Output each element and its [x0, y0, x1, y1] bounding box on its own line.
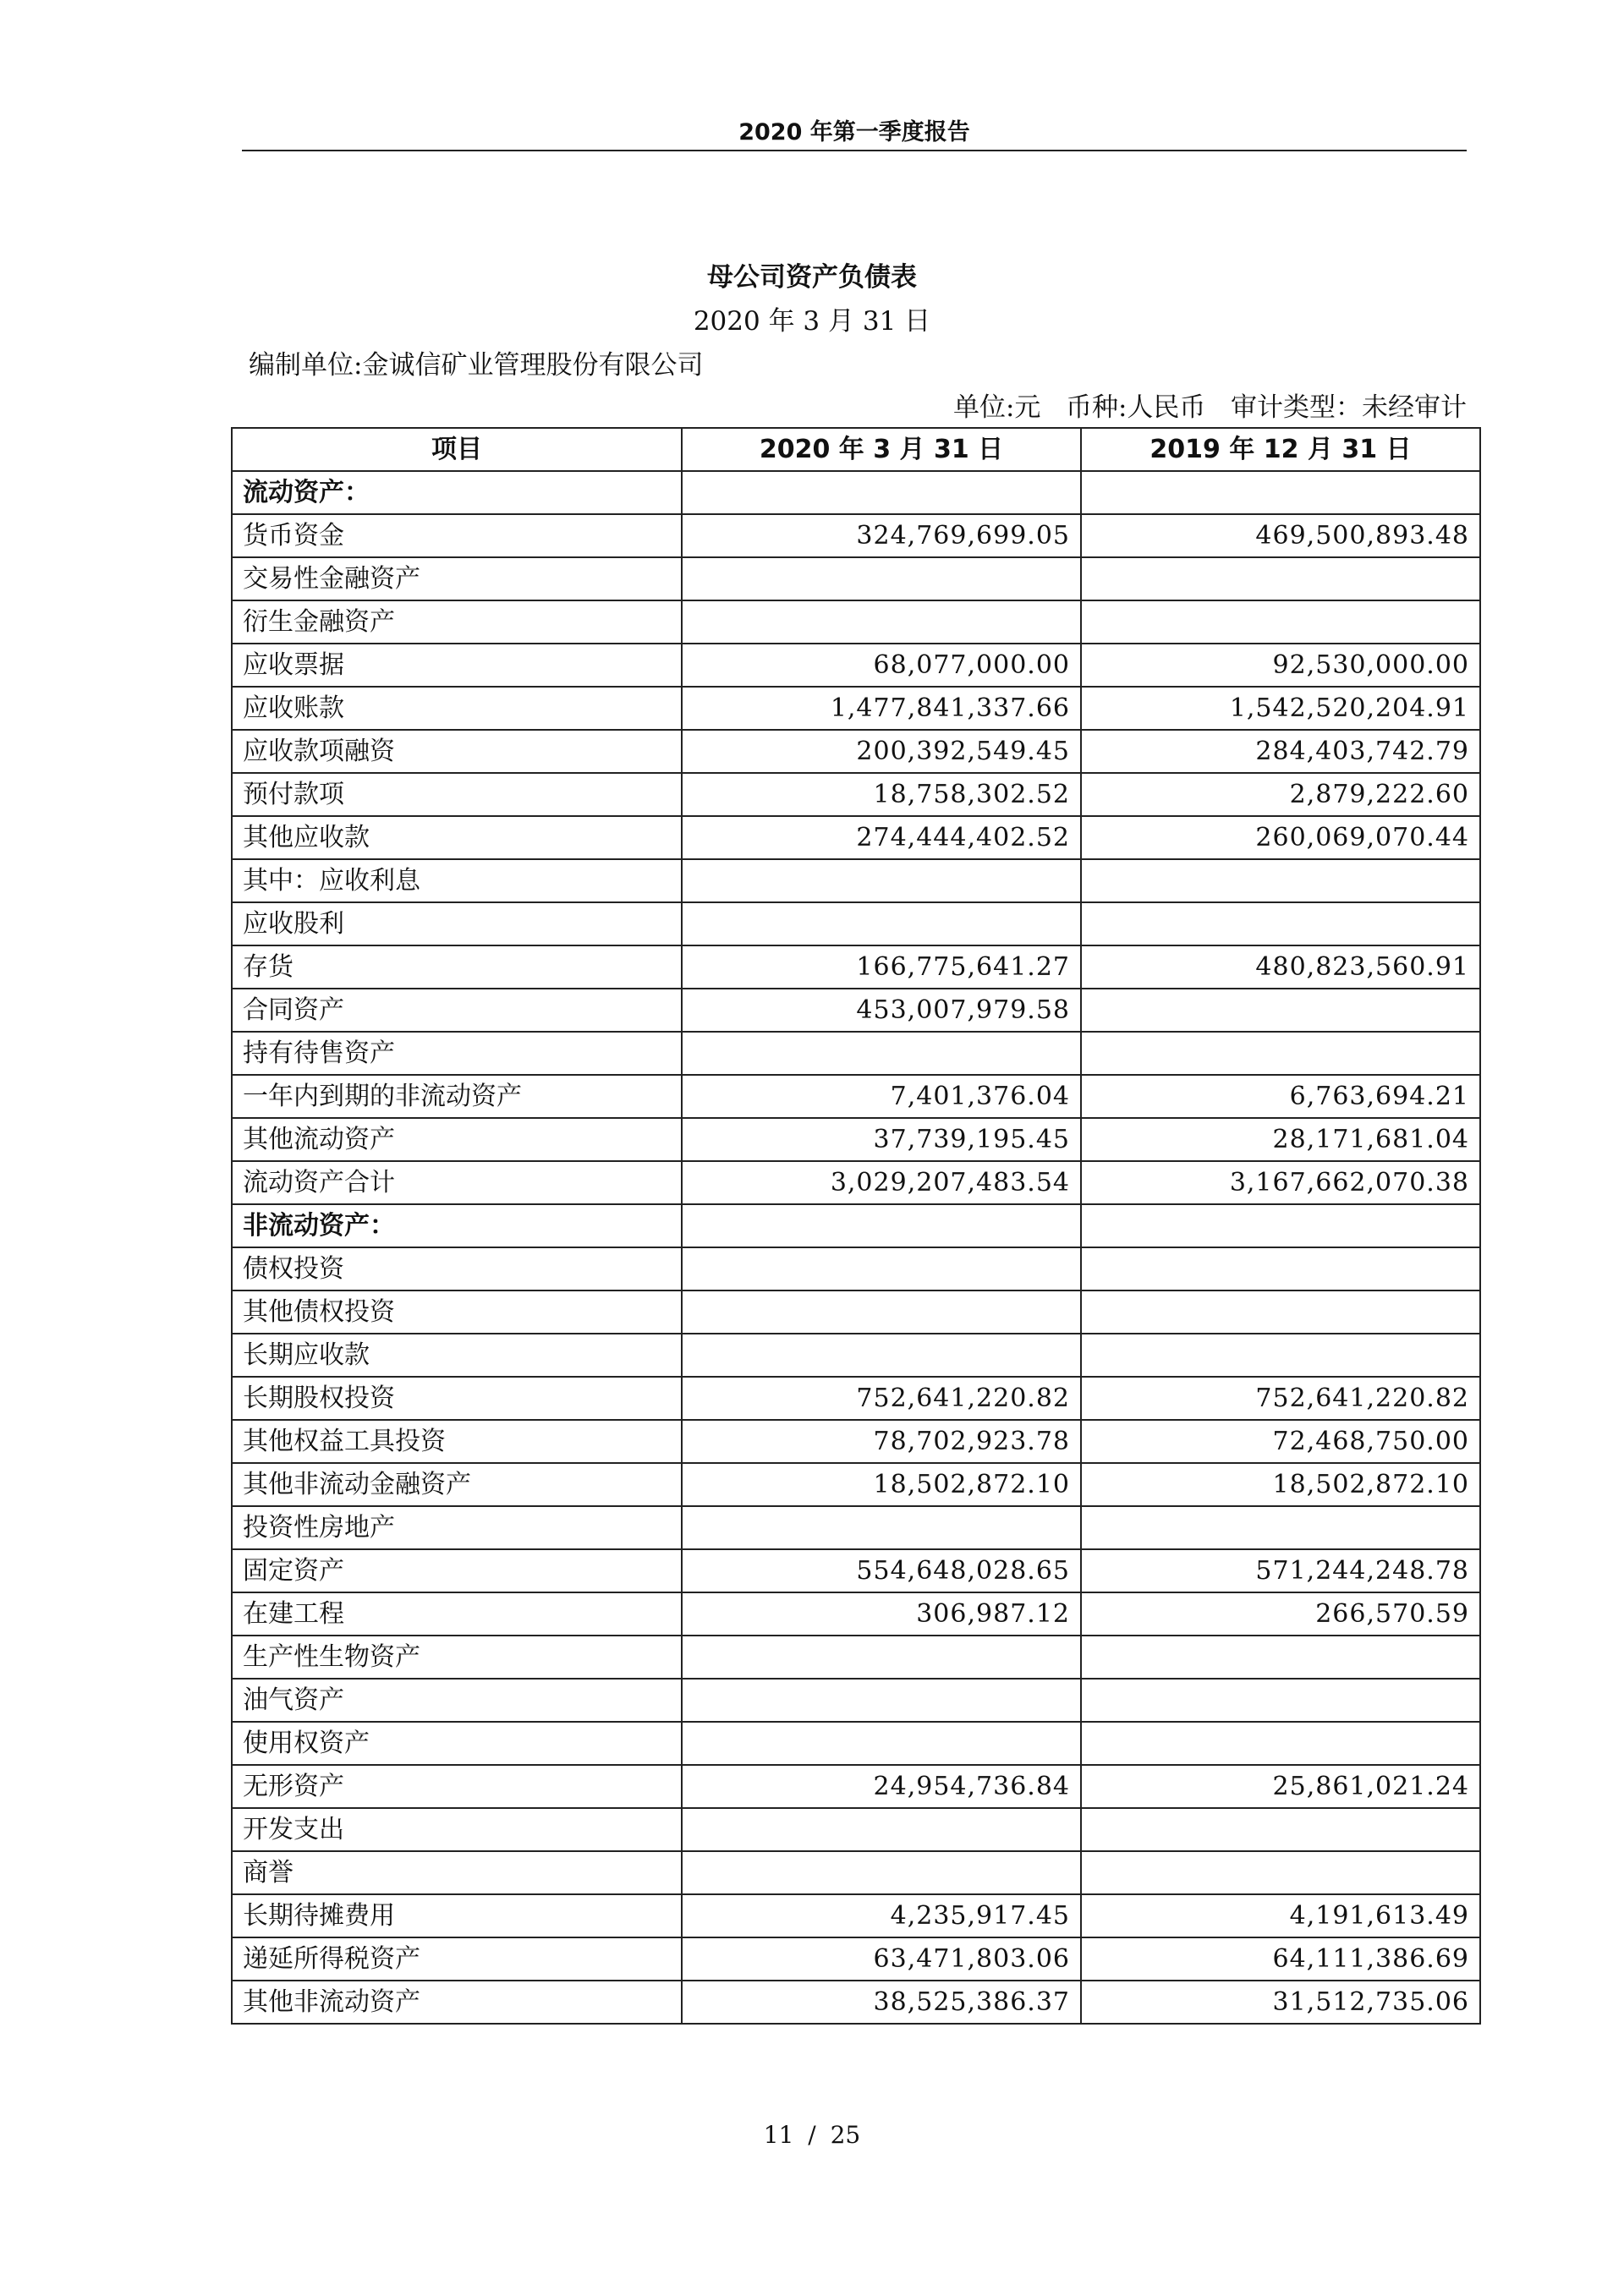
row-item-label: 流动资产：	[232, 471, 682, 514]
table-row	[232, 1549, 1480, 1592]
row-value-previous	[1081, 1722, 1480, 1765]
row-value-current: 24,954,736.84	[682, 1765, 1081, 1808]
table-row	[232, 989, 1480, 1032]
table-row	[232, 1981, 1480, 2024]
row-value-previous	[1081, 859, 1480, 902]
row-value-current: 200,392,549.45	[682, 730, 1081, 773]
row-value-current	[682, 1679, 1081, 1722]
table-row	[232, 687, 1480, 730]
table-row	[232, 1808, 1480, 1851]
table-row	[232, 1161, 1480, 1204]
page-number: 11 / 25	[763, 2121, 861, 2149]
row-value-current: 4,235,917.45	[682, 1894, 1081, 1937]
row-value-previous: 25,861,021.24	[1081, 1765, 1480, 1808]
row-value-previous	[1081, 1851, 1480, 1894]
row-value-previous: 469,500,893.48	[1081, 514, 1480, 557]
table-header-row	[232, 428, 1480, 471]
row-item-label: 递延所得税资产	[232, 1937, 682, 1981]
table-row	[232, 600, 1480, 644]
table-row	[232, 902, 1480, 945]
table-row	[232, 557, 1480, 600]
row-value-current: 324,769,699.05	[682, 514, 1081, 557]
row-value-previous: 284,403,742.79	[1081, 730, 1480, 773]
row-value-previous: 92,530,000.00	[1081, 644, 1480, 687]
row-item-label: 衍生金融资产	[232, 600, 682, 644]
row-item-label: 其他流动资产	[232, 1118, 682, 1161]
row-item-label: 交易性金融资产	[232, 557, 682, 600]
row-value-current: 68,077,000.00	[682, 644, 1081, 687]
row-item-label: 其他债权投资	[232, 1290, 682, 1334]
header-item: 项目	[232, 428, 682, 471]
row-value-current: 18,502,872.10	[682, 1463, 1081, 1506]
table-row	[232, 644, 1480, 687]
report-date: 2020 年 3 月 31 日	[693, 306, 931, 337]
table-row	[232, 1377, 1480, 1420]
row-value-previous: 480,823,560.91	[1081, 945, 1480, 989]
table-row	[232, 1592, 1480, 1636]
row-value-previous: 28,171,681.04	[1081, 1118, 1480, 1161]
row-value-current: 78,702,923.78	[682, 1420, 1081, 1463]
row-value-previous: 752,641,220.82	[1081, 1377, 1480, 1420]
row-value-current: 554,648,028.65	[682, 1549, 1081, 1592]
row-value-current	[682, 902, 1081, 945]
row-value-previous: 1,542,520,204.91	[1081, 687, 1480, 730]
row-item-label: 长期待摊费用	[232, 1894, 682, 1937]
table-row	[232, 1765, 1480, 1808]
row-value-previous	[1081, 1679, 1480, 1722]
row-value-previous	[1081, 1636, 1480, 1679]
row-item-label: 其中：应收利息	[232, 859, 682, 902]
header-previous-period: 2019 年 12 月 31 日	[1081, 428, 1480, 471]
row-value-current: 7,401,376.04	[682, 1075, 1081, 1118]
compiling-unit: 编制单位:金诚信矿业管理股份有限公司	[249, 350, 704, 381]
table-row	[232, 945, 1480, 989]
table-row	[232, 730, 1480, 773]
row-value-previous: 18,502,872.10	[1081, 1463, 1480, 1506]
table-row	[232, 1851, 1480, 1894]
row-value-current: 1,477,841,337.66	[682, 687, 1081, 730]
row-value-current: 166,775,641.27	[682, 945, 1081, 989]
row-item-label: 生产性生物资产	[232, 1636, 682, 1679]
row-value-current	[682, 1247, 1081, 1290]
row-value-previous	[1081, 1290, 1480, 1334]
table-row	[232, 773, 1480, 816]
row-value-current: 752,641,220.82	[682, 1377, 1081, 1420]
row-value-current: 38,525,386.37	[682, 1981, 1081, 2024]
row-item-label: 其他非流动资产	[232, 1981, 682, 2024]
row-value-current	[682, 1204, 1081, 1247]
row-value-previous	[1081, 1506, 1480, 1549]
balance-sheet-table	[231, 427, 1481, 2025]
header-divider	[242, 150, 1467, 151]
table-row	[232, 1679, 1480, 1722]
row-item-label: 其他非流动金融资产	[232, 1463, 682, 1506]
row-value-current	[682, 1290, 1081, 1334]
table-row	[232, 816, 1480, 859]
row-item-label: 持有待售资产	[232, 1032, 682, 1075]
row-item-label: 其他应收款	[232, 816, 682, 859]
row-item-label: 一年内到期的非流动资产	[232, 1075, 682, 1118]
row-value-previous: 2,879,222.60	[1081, 773, 1480, 816]
row-item-label: 存货	[232, 945, 682, 989]
row-item-label: 流动资产合计	[232, 1161, 682, 1204]
table-row	[232, 1118, 1480, 1161]
row-item-label: 应收账款	[232, 687, 682, 730]
row-item-label: 商誉	[232, 1851, 682, 1894]
row-value-current: 63,471,803.06	[682, 1937, 1081, 1981]
row-item-label: 无形资产	[232, 1765, 682, 1808]
row-value-current	[682, 1636, 1081, 1679]
row-item-label: 开发支出	[232, 1808, 682, 1851]
row-value-previous	[1081, 1247, 1480, 1290]
row-item-label: 在建工程	[232, 1592, 682, 1636]
row-item-label: 预付款项	[232, 773, 682, 816]
header-current-period: 2020 年 3 月 31 日	[682, 428, 1081, 471]
row-item-label: 应收款项融资	[232, 730, 682, 773]
row-item-label: 投资性房地产	[232, 1506, 682, 1549]
table-row	[232, 1334, 1480, 1377]
row-item-label: 长期股权投资	[232, 1377, 682, 1420]
table-row	[232, 1204, 1480, 1247]
row-item-label: 长期应收款	[232, 1334, 682, 1377]
row-item-label: 货币资金	[232, 514, 682, 557]
table-row	[232, 1290, 1480, 1334]
row-value-previous	[1081, 557, 1480, 600]
table-row	[232, 1636, 1480, 1679]
table-row	[232, 514, 1480, 557]
row-value-previous	[1081, 902, 1480, 945]
unit-currency-audit-line: 单位:元 币种:人民币 审计类型：未经审计	[952, 392, 1467, 423]
row-value-previous: 64,111,386.69	[1081, 1937, 1480, 1981]
row-value-previous: 260,069,070.44	[1081, 816, 1480, 859]
row-value-previous	[1081, 600, 1480, 644]
table-row	[232, 1075, 1480, 1118]
row-value-previous: 4,191,613.49	[1081, 1894, 1480, 1937]
row-item-label: 使用权资产	[232, 1722, 682, 1765]
row-value-current	[682, 1851, 1081, 1894]
table-row	[232, 1722, 1480, 1765]
page-header-title: 2020 年第一季度报告	[738, 119, 970, 145]
row-value-current: 37,739,195.45	[682, 1118, 1081, 1161]
table-row	[232, 859, 1480, 902]
row-value-current	[682, 557, 1081, 600]
row-value-previous: 72,468,750.00	[1081, 1420, 1480, 1463]
row-item-label: 合同资产	[232, 989, 682, 1032]
row-value-current: 18,758,302.52	[682, 773, 1081, 816]
table-row	[232, 1247, 1480, 1290]
row-value-current	[682, 1032, 1081, 1075]
row-value-previous	[1081, 1204, 1480, 1247]
row-value-current	[682, 1808, 1081, 1851]
row-value-previous	[1081, 989, 1480, 1032]
report-title: 母公司资产负债表	[707, 262, 917, 293]
row-value-current	[682, 859, 1081, 902]
row-value-previous: 266,570.59	[1081, 1592, 1480, 1636]
row-value-current: 306,987.12	[682, 1592, 1081, 1636]
row-item-label: 应收股利	[232, 902, 682, 945]
row-value-current	[682, 471, 1081, 514]
row-value-previous: 31,512,735.06	[1081, 1981, 1480, 2024]
table-row	[232, 1420, 1480, 1463]
row-value-previous: 3,167,662,070.38	[1081, 1161, 1480, 1204]
row-value-current	[682, 1506, 1081, 1549]
table-row	[232, 1894, 1480, 1937]
row-value-current	[682, 600, 1081, 644]
table-row	[232, 1506, 1480, 1549]
table-row	[232, 1463, 1480, 1506]
row-item-label: 债权投资	[232, 1247, 682, 1290]
row-item-label: 固定资产	[232, 1549, 682, 1592]
row-item-label: 应收票据	[232, 644, 682, 687]
row-item-label: 其他权益工具投资	[232, 1420, 682, 1463]
row-value-previous	[1081, 1808, 1480, 1851]
row-value-previous: 571,244,248.78	[1081, 1549, 1480, 1592]
row-value-current	[682, 1334, 1081, 1377]
row-item-label: 非流动资产：	[232, 1204, 682, 1247]
row-value-current: 453,007,979.58	[682, 989, 1081, 1032]
table-row	[232, 1937, 1480, 1981]
row-value-previous	[1081, 1334, 1480, 1377]
row-value-current: 274,444,402.52	[682, 816, 1081, 859]
row-value-previous	[1081, 471, 1480, 514]
table-row	[232, 471, 1480, 514]
row-item-label: 油气资产	[232, 1679, 682, 1722]
row-value-previous	[1081, 1032, 1480, 1075]
table-row	[232, 1032, 1480, 1075]
row-value-current: 3,029,207,483.54	[682, 1161, 1081, 1204]
row-value-previous: 6,763,694.21	[1081, 1075, 1480, 1118]
row-value-current	[682, 1722, 1081, 1765]
